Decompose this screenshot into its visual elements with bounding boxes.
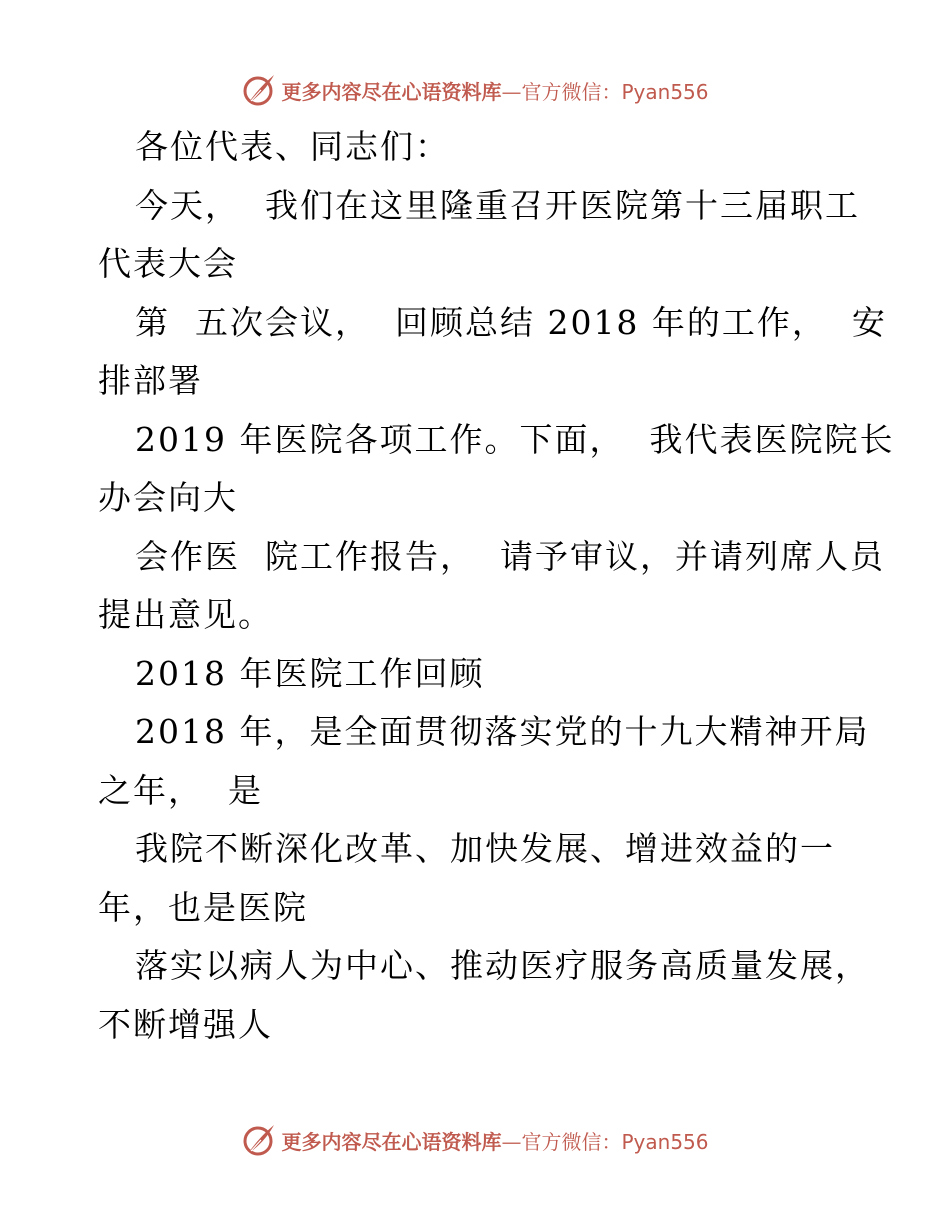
watermark-separator: —: [501, 79, 522, 104]
section-heading: 2018 年医院工作回顾: [135, 653, 485, 693]
watermark-text: [281, 1126, 708, 1155]
text-line: 第 五次会议， 回顾总结 2018 年的工作， 安: [135, 302, 887, 342]
watermark-official-label: 官方微信：: [521, 79, 622, 104]
text-line: 会作医 院工作报告， 请予审议，并请列席人员: [135, 536, 885, 576]
text-line: 各位代表、同志们：: [135, 127, 450, 166]
text-line: 提出意见。: [98, 595, 273, 634]
text-line: 不断增强人: [98, 1004, 273, 1044]
text-line: 年，也是医院: [98, 887, 308, 927]
text-line: 落实以病人为中心、推动医疗服务高质量发展，: [135, 946, 870, 985]
header-watermark: [0, 70, 950, 110]
feather-pen-circle-icon: [241, 1122, 277, 1158]
watermark-wechat-id: Pyan556: [621, 1129, 709, 1154]
watermark-official-label: 官方微信：: [521, 1129, 622, 1154]
document-body: [98, 118, 895, 1054]
watermark-cn: 更多内容尽在心语资料库: [281, 1129, 502, 1154]
footer-watermark: [0, 1120, 950, 1160]
feather-pen-circle-icon: [241, 72, 277, 108]
text-line: 代表大会: [98, 244, 238, 283]
text-line: 2018 年，是全面贯彻落实党的十九大精神开局: [135, 712, 870, 751]
watermark-text: [281, 76, 708, 105]
text-line: 排部署: [98, 361, 203, 400]
text-line: 之年， 是: [98, 770, 263, 810]
watermark-separator: —: [501, 1129, 522, 1154]
watermark-cn: 更多内容尽在心语资料库: [281, 79, 502, 104]
text-line: 2019 年医院各项工作。下面， 我代表医院院长: [135, 419, 895, 459]
text-line: 办会向大: [98, 478, 238, 517]
text-line: 我院不断深化改革、加快发展、增进效益的一: [135, 829, 835, 868]
watermark-wechat-id: Pyan556: [621, 79, 709, 104]
text-line: 今天， 我们在这里隆重召开医院第十三届职工: [135, 185, 860, 225]
